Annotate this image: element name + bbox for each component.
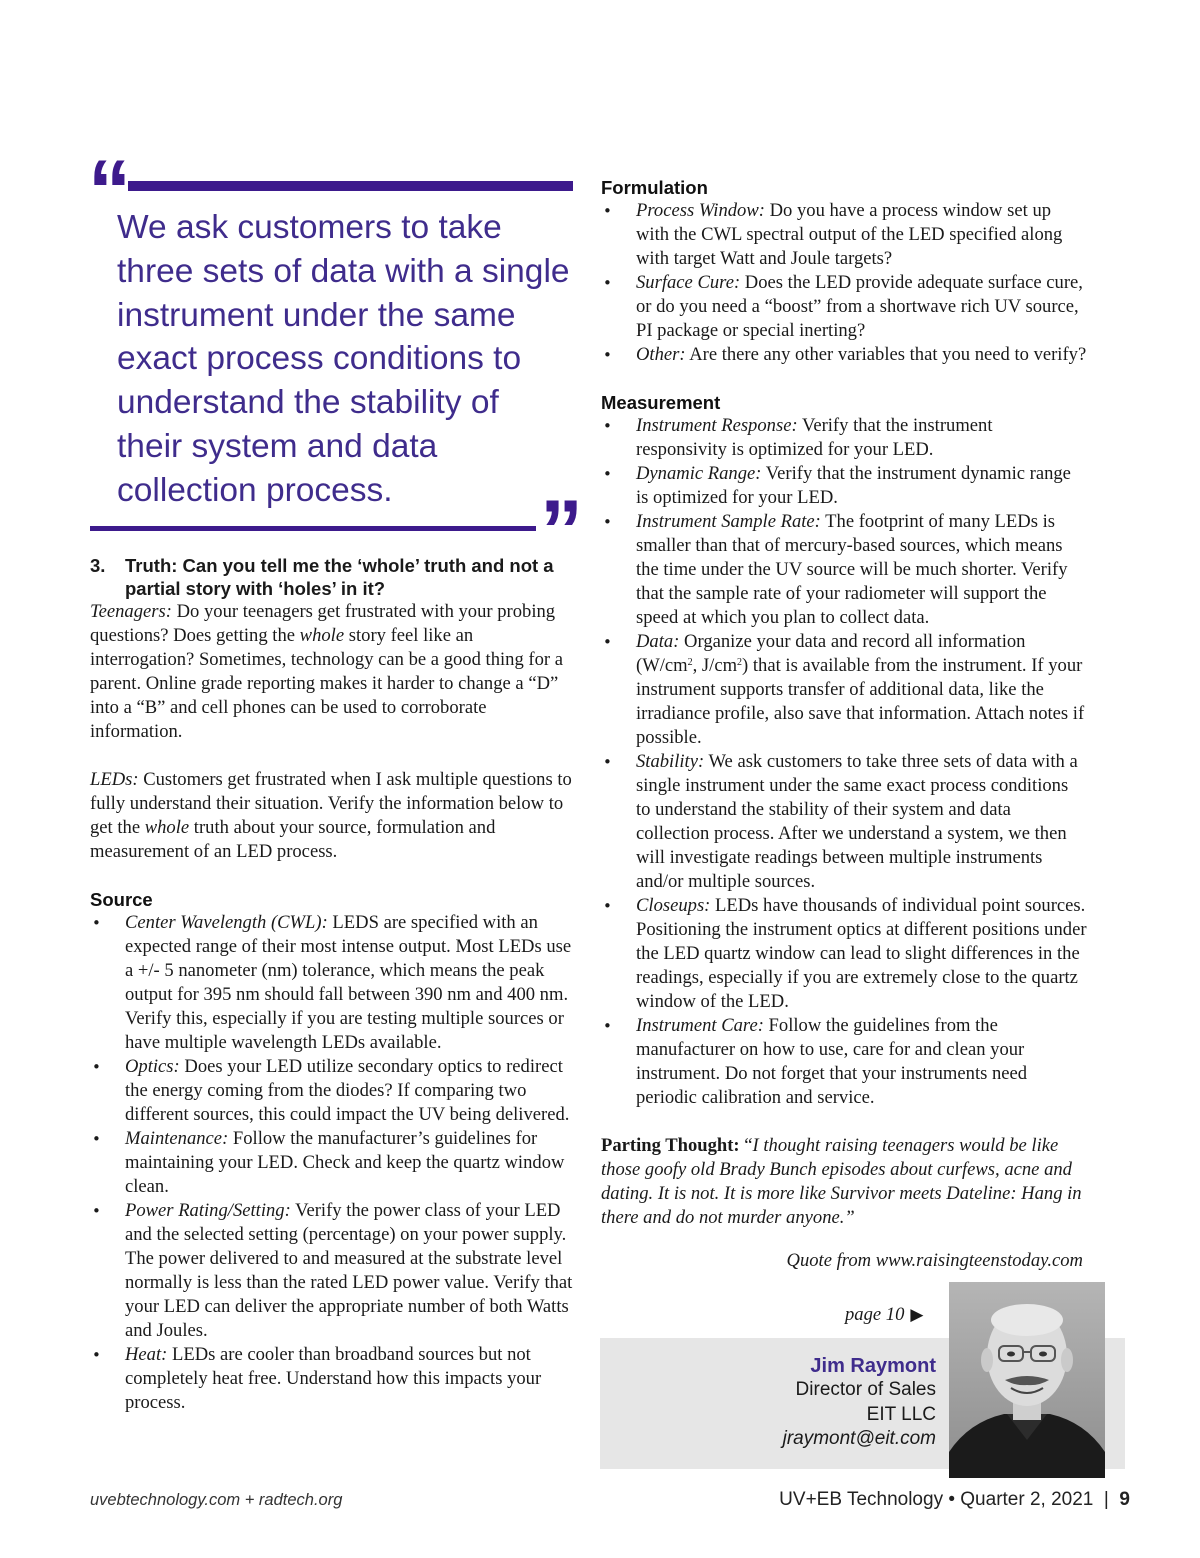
measurement-list bbox=[601, 414, 1087, 1110]
parting-open-quote: “ bbox=[739, 1135, 753, 1156]
list-item-term: Maintenance: bbox=[125, 1128, 229, 1149]
list-item bbox=[601, 1014, 1087, 1110]
truth-heading-number: 3. bbox=[90, 555, 106, 576]
teenagers-emphasis: whole bbox=[299, 625, 345, 646]
list-item-text: Does the LED provide adequate surface cure, or do you need a “boost” from a shortwave rich UV source, PI package or special inerting? bbox=[636, 272, 1083, 341]
list-item-text: Do you have a process window set up with the CWL spectral output of the LED specified along with target Watt and Joule targets? bbox=[636, 200, 1063, 269]
list-item-text: Does your LED utilize secondary optics to redirect the energy coming from the diodes? If comparing two different sources, this could impact the UV being delivered. bbox=[125, 1056, 570, 1125]
teenagers-paragraph bbox=[90, 600, 576, 744]
right-column bbox=[601, 176, 1087, 1273]
list-item bbox=[90, 911, 576, 1055]
data-text-c: ) that is available from the instrument. If your instrument supports transfer of additional data, like the irradiance profile, also save that information. Attach notes if possible. bbox=[636, 655, 1085, 748]
list-item-text: We ask customers to take three sets of data with a single instrument under the same exact process conditions to understand the stability of their system and data collection process. After we understand a system, we then will investigate readings between multiple instruments and/or multiple sources. bbox=[636, 751, 1078, 892]
teenagers-text-a: Do your teenagers get frustrated with your probing questions? Does getting the bbox=[90, 601, 556, 646]
list-item-text: Verify that the instrument dynamic range is optimized for your LED. bbox=[636, 463, 1071, 508]
list-item-text: LEDs have thousands of individual point sources. Positioning the instrument optics at different positions under the LED quartz window can lead to slight differences in the readings, especially if you are extremely close to the quartz window of the LED. bbox=[636, 895, 1087, 1012]
open-quote-mark: “ bbox=[88, 143, 131, 239]
pull-quote-top-rule bbox=[128, 181, 573, 191]
list-item-term: Instrument Care: bbox=[636, 1015, 764, 1036]
list-item-text: The footprint of many LEDs is smaller than that of mercury-based sources, which means the time under the UV source will be much shorter. Verify that the sample rate of your radiometer will support the speed at which you plan to collect data. bbox=[636, 511, 1068, 628]
list-item-text: LEDS are specified with an expected range of their most intense output. Most LEDs use a +/- 5 nanometer (nm) tolerance, which means the peak output for 395 nm should fall between 390 nm and 400 nm. Verify this, especially if you are testing multiple sources or have multiple wavelength LEDs available. bbox=[125, 912, 572, 1053]
list-item bbox=[90, 1343, 576, 1415]
list-item bbox=[601, 414, 1087, 462]
leds-label: LEDs: bbox=[90, 769, 139, 790]
footer-separator: | bbox=[1103, 1489, 1109, 1510]
parting-thought-label: Parting Thought: bbox=[601, 1135, 740, 1156]
footer-publication bbox=[779, 1489, 1130, 1511]
data-text-b: , J/cm bbox=[692, 655, 738, 676]
list-item bbox=[601, 462, 1087, 510]
list-item bbox=[601, 750, 1087, 894]
list-item-term: Other: bbox=[636, 344, 686, 365]
teenagers-label: Teenagers: bbox=[90, 601, 172, 622]
list-item-term: Closeups: bbox=[636, 895, 711, 916]
author-photo bbox=[949, 1282, 1105, 1478]
data-text-a: Organize your data and record all information (W/cm bbox=[636, 631, 1026, 676]
list-item-term: Optics: bbox=[125, 1056, 180, 1077]
measurement-heading: Measurement bbox=[601, 392, 721, 413]
superscript: 2 bbox=[737, 657, 743, 668]
list-item-term: Dynamic Range: bbox=[636, 463, 762, 484]
list-item-term: Instrument Response: bbox=[636, 415, 798, 436]
list-item bbox=[601, 510, 1087, 630]
source-heading: Source bbox=[90, 889, 153, 910]
list-item bbox=[90, 1127, 576, 1199]
leds-text-b: truth about your source, formulation and measurement of an LED process. bbox=[90, 817, 496, 862]
list-item-text: Verify that the instrument responsivity is optimized for your LED. bbox=[636, 415, 993, 460]
list-item-text: Follow the manufacturer’s guidelines for maintaining your LED. Check and keep the quartz window clean. bbox=[125, 1128, 565, 1197]
list-item bbox=[601, 894, 1087, 1014]
author-title: Director of Sales bbox=[795, 1379, 936, 1401]
list-item bbox=[601, 343, 1087, 367]
pull-quote-text: We ask customers to take three sets of data with a single instrument under the same exact process conditions to understand the stability of their system and data collection process. bbox=[117, 209, 570, 509]
play-arrow-icon: ▶ bbox=[910, 1305, 924, 1325]
author-name: Jim Raymont bbox=[810, 1355, 936, 1377]
list-item bbox=[90, 1055, 576, 1127]
list-item-text: Are there any other variables that you need to verify? bbox=[685, 344, 1087, 365]
list-item bbox=[90, 1199, 576, 1343]
list-item-term: Instrument Sample Rate: bbox=[636, 511, 821, 532]
list-item bbox=[601, 199, 1087, 271]
close-quote-mark: ” bbox=[540, 483, 583, 579]
quote-source: Quote from www.raisingteenstoday.com bbox=[786, 1249, 1083, 1271]
list-item-term: Power Rating/Setting: bbox=[125, 1200, 291, 1221]
leds-emphasis: whole bbox=[144, 817, 190, 838]
author-company: EIT LLC bbox=[866, 1403, 936, 1425]
footer-issue: UV+EB Technology • Quarter 2, 2021 bbox=[779, 1489, 1094, 1510]
list-item-term: Process Window: bbox=[636, 200, 765, 221]
leds-text-a: Customers get frustrated when I ask multiple questions to fully understand their situation. Verify the information below to get the bbox=[90, 769, 572, 838]
page-number: 9 bbox=[1119, 1489, 1130, 1510]
superscript: 2 bbox=[687, 657, 693, 668]
formulation-heading: Formulation bbox=[601, 177, 708, 198]
leds-paragraph bbox=[90, 768, 576, 864]
pull-quote-bottom-rule bbox=[90, 526, 536, 531]
continue-label: page 10 bbox=[845, 1304, 905, 1325]
source-list bbox=[90, 911, 576, 1415]
list-item-term: Surface Cure: bbox=[636, 272, 741, 293]
author-info bbox=[700, 1354, 936, 1451]
list-item bbox=[601, 630, 1087, 750]
formulation-list bbox=[601, 199, 1087, 367]
parting-quote: I thought raising teenagers would be like those goofy old Brady Bunch episodes about curfews, acne and dating. It is not. It is more like Survivor meets Dateline: Hang in there and do not murder anyone.” bbox=[601, 1135, 1082, 1228]
list-item-text: Follow the guidelines from the manufacturer on how to use, care for and clean your instrument. Do not forget that your instruments need periodic calibration and service. bbox=[636, 1015, 1028, 1108]
list-item-term: Data: bbox=[636, 631, 680, 652]
author-email[interactable]: jraymont@eit.com bbox=[782, 1427, 936, 1449]
teenagers-text-b: story feel like an interrogation? Sometimes, technology can be a good thing for a parent. Online grade reporting makes it harder to change a “D” into a “B” and cell phones can be used to corroborate information. bbox=[90, 625, 563, 742]
list-item-text: LEDs are cooler than broadband sources but not completely heat free. Understand how this impacts your process. bbox=[125, 1344, 542, 1413]
list-item bbox=[601, 271, 1087, 343]
parting-thought bbox=[601, 1134, 1087, 1230]
list-item-term: Heat: bbox=[125, 1344, 168, 1365]
list-item-text: Verify the power class of your LED and the selected setting (percentage) on your power supply. The power delivered to and measured at the substrate level normally is less than the rated LED power value. Verify that your LED can deliver the appropriate number of both Watts and Joules. bbox=[125, 1200, 573, 1341]
list-item-term: Center Wavelength (CWL): bbox=[125, 912, 328, 933]
truth-heading bbox=[90, 554, 576, 600]
list-item-term: Stability: bbox=[636, 751, 705, 772]
truth-heading-text: Truth: Can you tell me the ‘whole’ truth and not a partial story with ‘holes’ in it? bbox=[125, 555, 554, 599]
continue-link[interactable] bbox=[845, 1303, 923, 1327]
footer-urls: uvebtechnology.com + radtech.org bbox=[90, 1491, 343, 1509]
left-column bbox=[88, 143, 583, 1415]
